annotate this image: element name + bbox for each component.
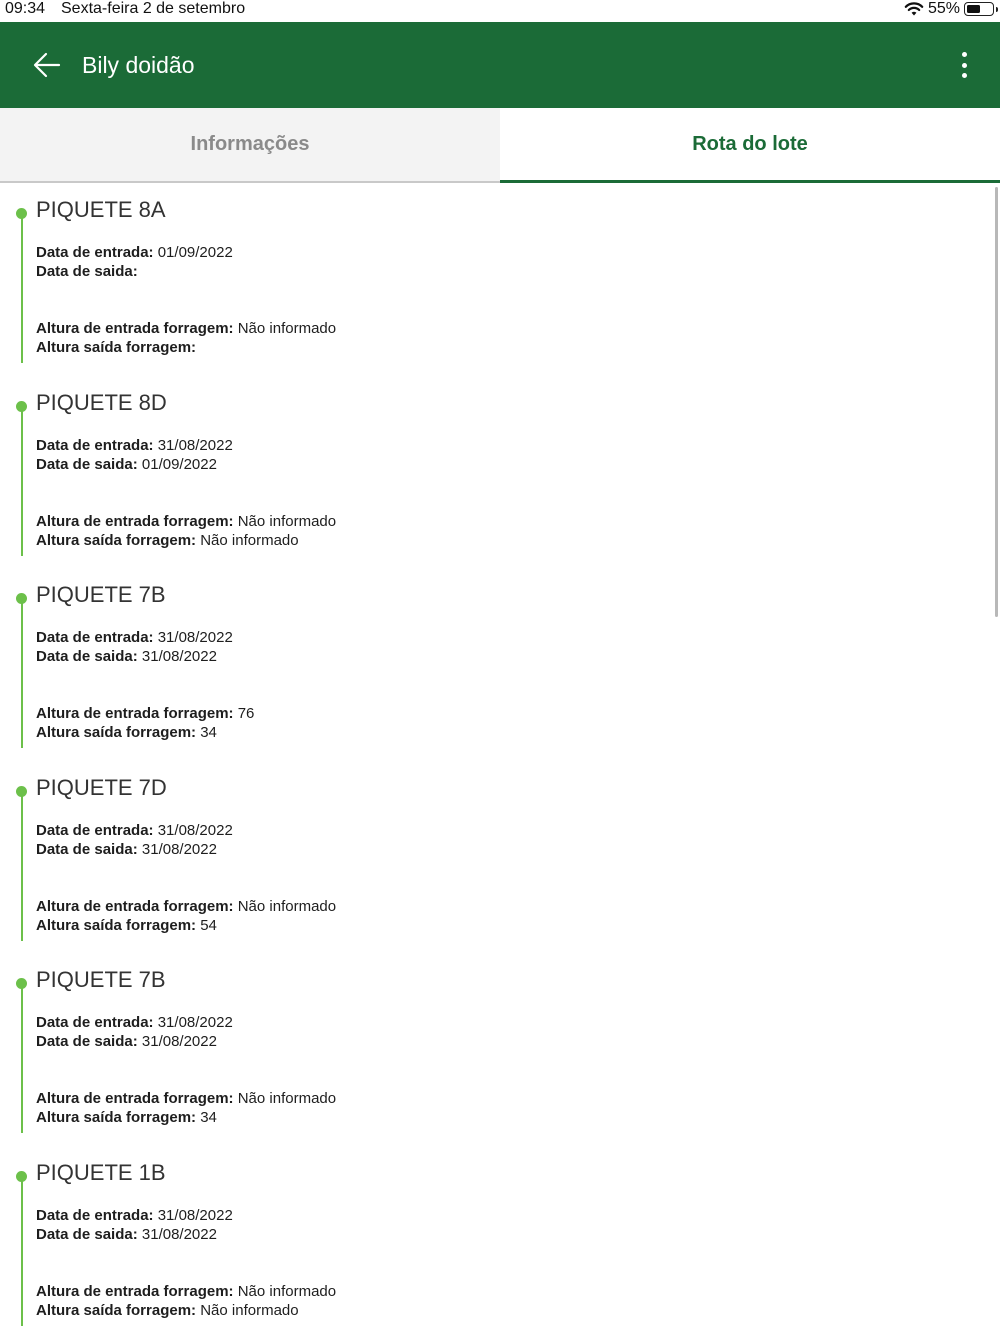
- exit-height-label: Altura saída forragem:: [36, 339, 197, 356]
- exit-date-label: Data de saida:: [36, 455, 138, 473]
- exit-height-value: Não informado: [200, 531, 299, 549]
- wifi-icon: [904, 1, 924, 17]
- timeline-entry[interactable]: [0, 1146, 1000, 1334]
- entry-height-row: [36, 704, 254, 723]
- exit-height-value: 34: [200, 724, 217, 741]
- exit-height-label: Altura saída forragem:: [36, 724, 197, 741]
- page-title: Bily doidão: [82, 52, 195, 78]
- exit-date-value: 01/09/2022: [141, 455, 217, 473]
- entry-height-label: Altura de entrada forragem:: [36, 320, 234, 337]
- timeline-dot: [16, 401, 27, 412]
- exit-height-row: [36, 531, 299, 550]
- entry-title: PIQUETE 7B: [36, 582, 166, 607]
- exit-date-value: 31/08/2022: [141, 1225, 217, 1243]
- entry-date-label: Data de entrada:: [36, 629, 154, 646]
- exit-date-row: [36, 647, 217, 666]
- exit-height-label: Altura saída forragem:: [36, 1109, 197, 1126]
- timeline-entry[interactable]: [0, 953, 1000, 1146]
- entry-title: PIQUETE 7D: [36, 774, 167, 800]
- exit-date-label: Data de saida:: [36, 1033, 138, 1050]
- status-indicators: [904, 0, 994, 18]
- timeline-entry[interactable]: [0, 761, 1000, 954]
- exit-date-label: Data de saida:: [36, 648, 138, 665]
- timeline-entry[interactable]: [0, 568, 1000, 761]
- exit-height-value: Não informado: [200, 1301, 299, 1319]
- entry-height-value: Não informado: [237, 1282, 337, 1300]
- route-list[interactable]: [0, 183, 1000, 1334]
- exit-height-row: [36, 338, 196, 357]
- entry-height-value: 76: [237, 705, 255, 722]
- entry-height-label: Altura de entrada forragem:: [36, 897, 234, 915]
- timeline-line: [21, 213, 23, 363]
- entry-height-value: Não informado: [237, 1090, 337, 1107]
- entry-date-value: 01/09/2022: [157, 244, 233, 261]
- exit-date-row: [36, 1225, 217, 1244]
- exit-date-row: [36, 840, 217, 859]
- more-vertical-icon-dot: [962, 63, 967, 68]
- tab-informacoes[interactable]: Informações: [0, 108, 500, 183]
- entry-height-row: [36, 319, 336, 338]
- exit-date-row: [36, 262, 138, 281]
- entry-date-label: Data de entrada:: [36, 436, 154, 454]
- entry-date-value: 31/08/2022: [157, 1206, 233, 1224]
- entry-title: PIQUETE 8D: [36, 389, 167, 415]
- entry-date-row: [36, 243, 233, 262]
- back-button[interactable]: [28, 48, 64, 82]
- exit-date-label: Data de saida:: [36, 1225, 138, 1243]
- exit-height-value: 34: [200, 1109, 217, 1126]
- timeline-entry[interactable]: [0, 183, 1000, 376]
- app-bar: [0, 22, 1000, 108]
- timeline-dot: [16, 786, 27, 797]
- entry-date-value: 31/08/2022: [157, 821, 233, 839]
- entry-date-row: [36, 1206, 233, 1225]
- entry-height-label: Altura de entrada forragem:: [36, 512, 234, 530]
- timeline-line: [21, 598, 23, 748]
- timeline-line: [21, 1176, 23, 1326]
- entry-date-row: [36, 628, 233, 647]
- entry-title: PIQUETE 1B: [36, 1159, 166, 1185]
- exit-height-label: Altura saída forragem:: [36, 916, 197, 934]
- battery-tip: [996, 7, 998, 12]
- exit-height-label: Altura saída forragem:: [36, 1301, 197, 1319]
- status-date: Sexta-feira 2 de setembro: [61, 0, 246, 17]
- tab-rota-do-lote[interactable]: Rota do lote: [500, 108, 1000, 183]
- battery-icon: [964, 2, 994, 16]
- tab-bar: [0, 108, 1000, 183]
- entry-date-row: [36, 436, 233, 455]
- exit-date-row: [36, 1032, 217, 1051]
- timeline-dot: [16, 1171, 27, 1182]
- entry-height-row: [36, 1089, 336, 1108]
- entry-date-value: 31/08/2022: [157, 629, 233, 646]
- more-vertical-icon-dot: [962, 73, 967, 78]
- timeline-dot: [16, 208, 27, 219]
- entry-height-row: [36, 897, 336, 916]
- exit-date-value: 31/08/2022: [141, 1033, 217, 1050]
- entry-height-label: Altura de entrada forragem:: [36, 705, 234, 722]
- entry-height-label: Altura de entrada forragem:: [36, 1090, 234, 1107]
- exit-height-row: [36, 916, 217, 935]
- entry-date-label: Data de entrada:: [36, 244, 154, 261]
- entry-height-value: Não informado: [237, 320, 337, 337]
- entry-height-value: Não informado: [237, 512, 337, 530]
- entry-date-label: Data de entrada:: [36, 1206, 154, 1224]
- exit-height-row: [36, 1301, 299, 1320]
- exit-height-row: [36, 1108, 217, 1127]
- entry-height-row: [36, 512, 336, 531]
- exit-date-row: [36, 455, 217, 474]
- exit-date-value: 31/08/2022: [141, 648, 217, 665]
- timeline-line: [21, 983, 23, 1133]
- entry-title: PIQUETE 7B: [36, 967, 166, 992]
- status-time: 09:34: [5, 0, 46, 17]
- entry-date-value: 31/08/2022: [157, 436, 233, 454]
- entry-date-row: [36, 821, 233, 840]
- exit-height-value: 54: [200, 916, 217, 934]
- entry-date-label: Data de entrada:: [36, 821, 154, 839]
- timeline-line: [21, 406, 23, 556]
- entry-height-value: Não informado: [237, 897, 337, 915]
- timeline-dot: [16, 593, 27, 604]
- exit-date-value: 31/08/2022: [141, 840, 217, 858]
- entry-height-row: [36, 1282, 336, 1301]
- entry-date-label: Data de entrada:: [36, 1014, 154, 1031]
- timeline: [0, 183, 1000, 1334]
- battery-percent: 55%: [927, 0, 960, 17]
- timeline-line: [21, 791, 23, 941]
- timeline-dot: [16, 978, 27, 989]
- entry-date-row: [36, 1013, 233, 1032]
- exit-date-label: Data de saida:: [36, 840, 138, 858]
- entry-height-label: Altura de entrada forragem:: [36, 1282, 234, 1300]
- status-bar: [0, 0, 1000, 22]
- exit-height-label: Altura saída forragem:: [36, 531, 197, 549]
- entry-date-value: 31/08/2022: [157, 1014, 233, 1031]
- more-vertical-icon: [962, 52, 967, 57]
- arrow-left-icon: [28, 48, 64, 82]
- timeline-entry[interactable]: [0, 376, 1000, 569]
- exit-height-row: [36, 723, 217, 742]
- entry-title: PIQUETE 8A: [36, 197, 166, 222]
- battery-fill: [967, 5, 980, 13]
- exit-date-label: Data de saida:: [36, 263, 138, 280]
- more-options-button[interactable]: [958, 48, 970, 82]
